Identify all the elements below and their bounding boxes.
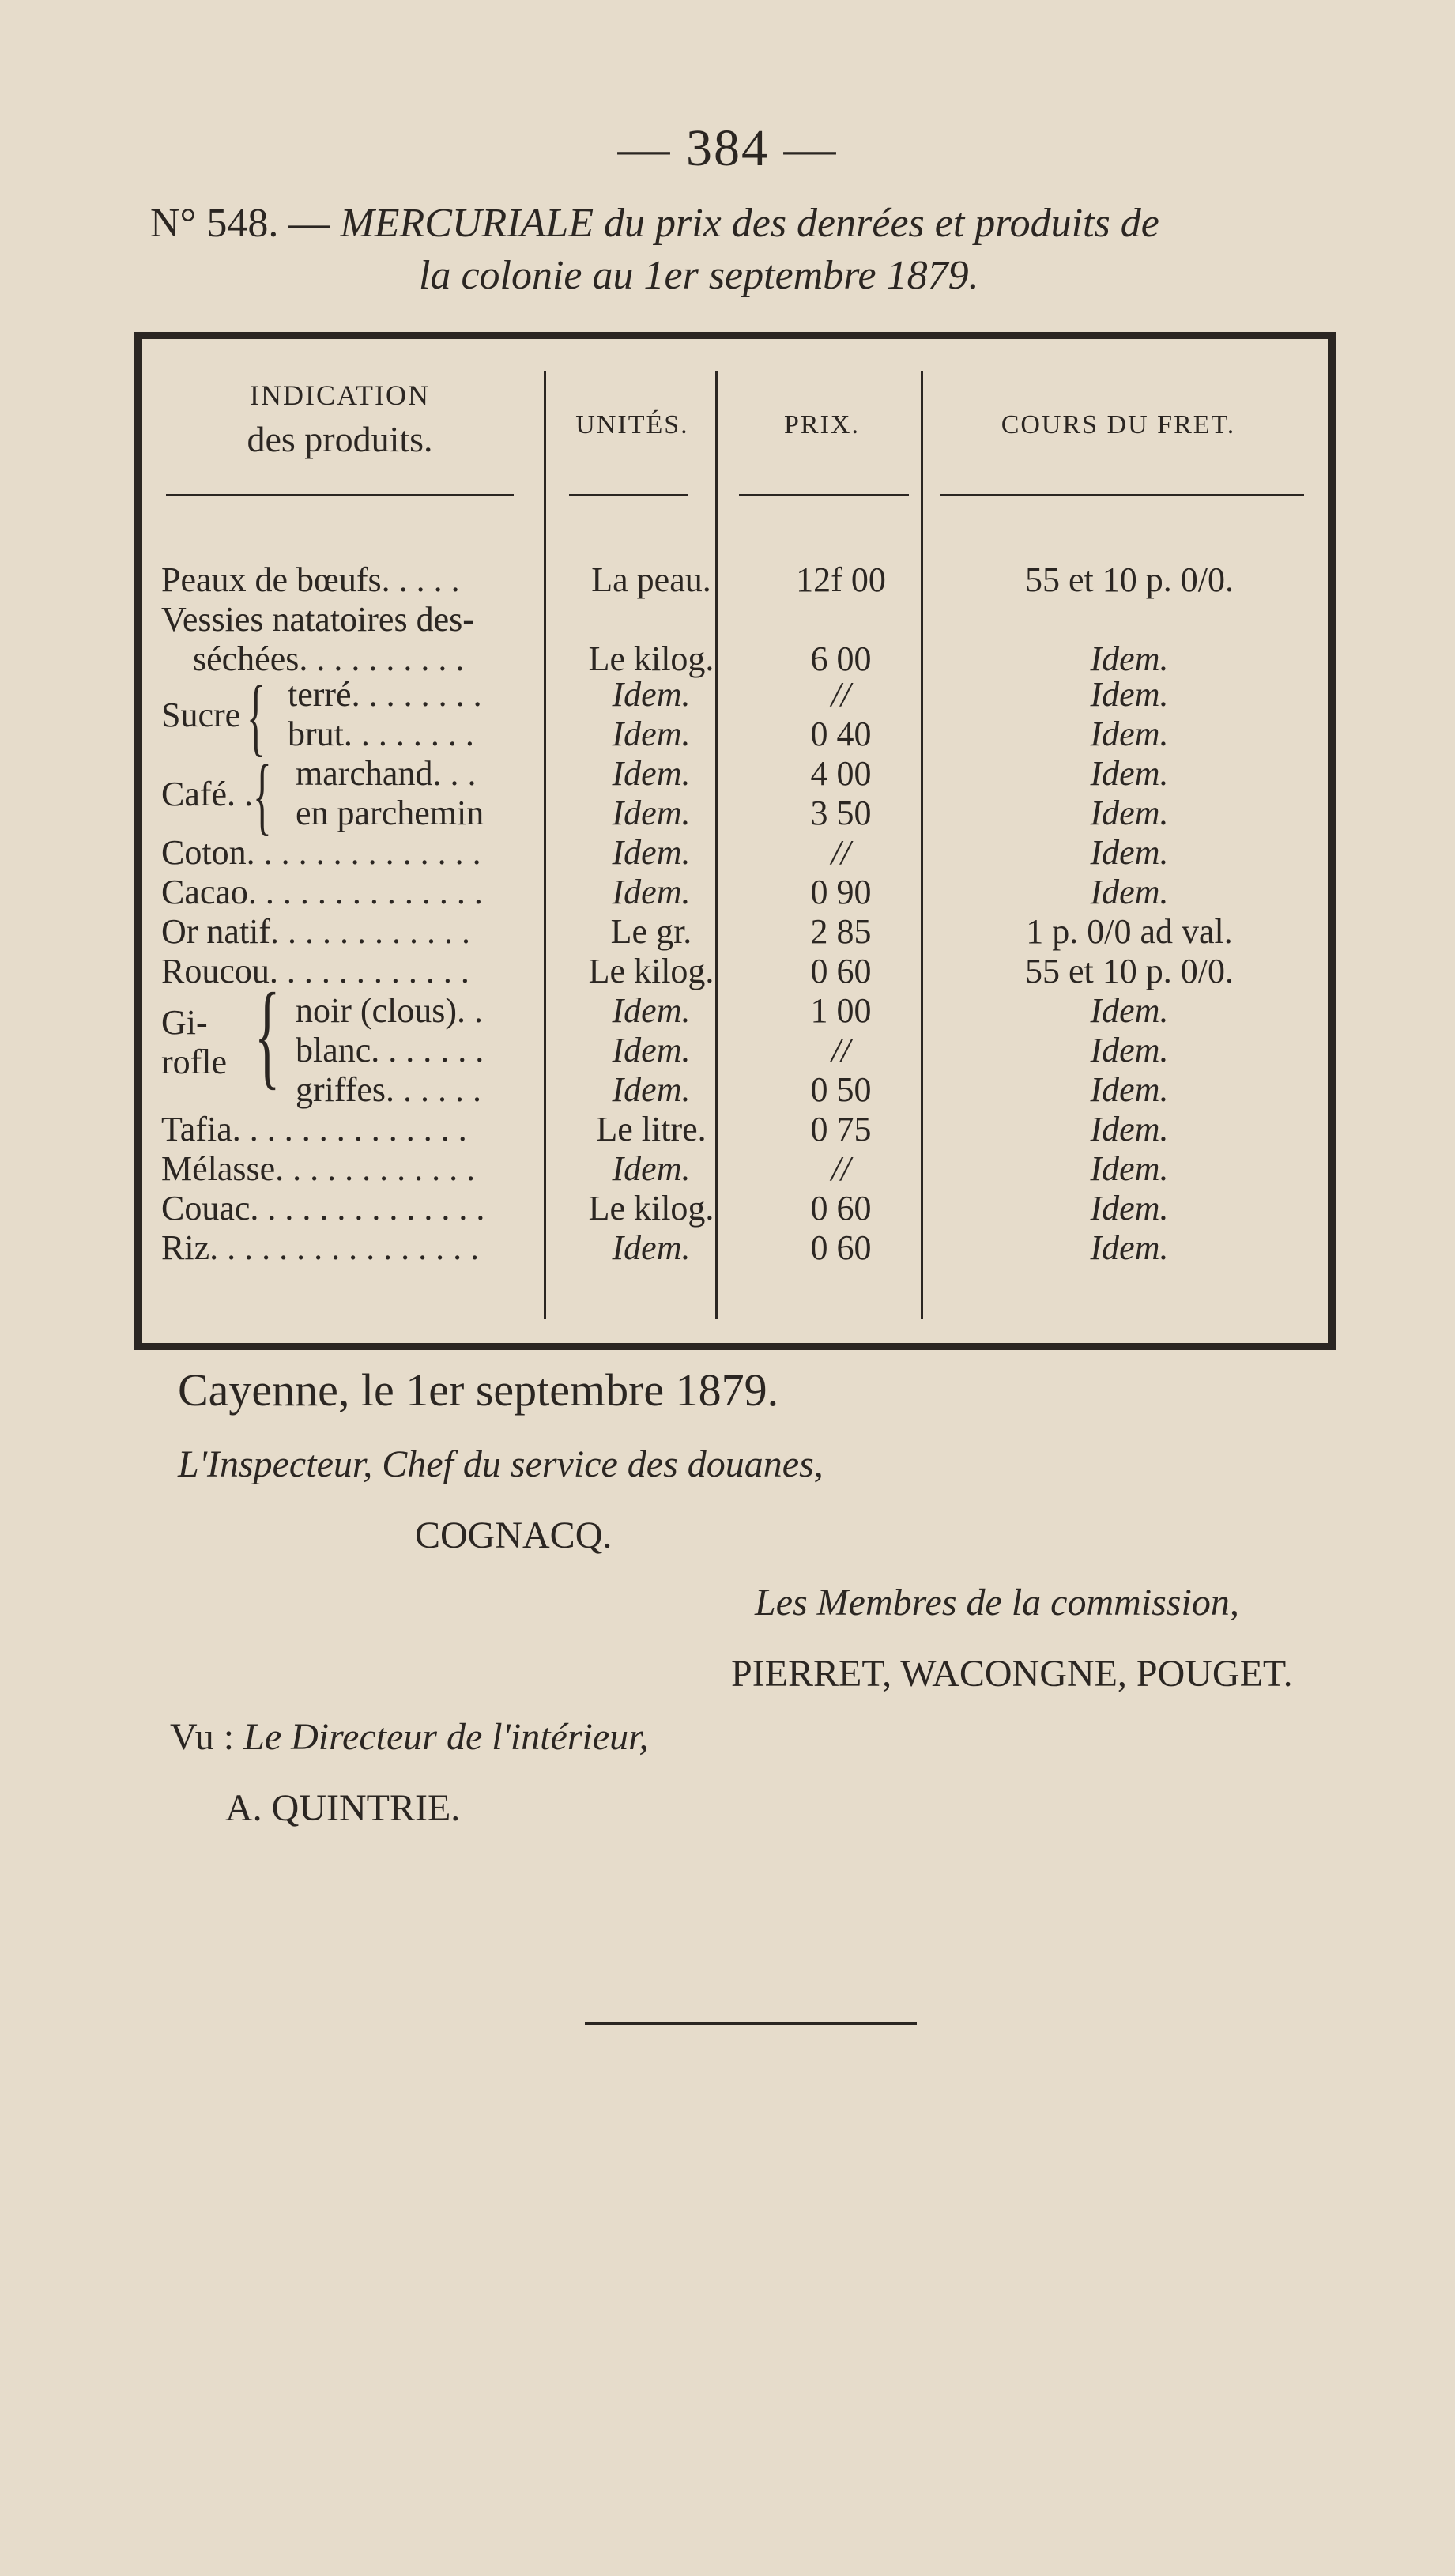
fret-cell: Idem. — [1090, 833, 1169, 872]
document-heading — [150, 198, 1336, 302]
mercuriale-table — [134, 332, 1336, 1350]
product-cell: Coton. . . . . . . . . . . . . . — [161, 833, 481, 872]
price-cell: 0 60 — [810, 1228, 872, 1267]
product-cell: Couac. . . . . . . . . . . . . . — [161, 1189, 485, 1228]
price-cell: 0 50 — [810, 1070, 872, 1109]
fret-cell: Idem. — [1090, 991, 1169, 1030]
price-cell: 4 00 — [810, 754, 872, 793]
fret-cell: Idem. — [1090, 1149, 1169, 1188]
price-cell: 0 60 — [810, 952, 872, 990]
unit-cell: La peau. — [591, 560, 711, 599]
fret-cell: 1 p. 0/0 ad val. — [1026, 912, 1233, 951]
table-row — [161, 639, 1307, 679]
table-row — [161, 1070, 1307, 1110]
page-number: — 384 — — [617, 119, 838, 177]
unit-cell: Idem. — [612, 1031, 691, 1069]
product-cell: brut. . . . . . . . — [288, 715, 474, 753]
price-cell: // — [831, 1031, 851, 1069]
unit-cell: Idem. — [612, 1228, 691, 1267]
fret-cell: Idem. — [1090, 1070, 1169, 1109]
fret-cell: Idem. — [1090, 794, 1169, 832]
price-cell: // — [831, 1149, 851, 1188]
inspector-name: COGNACQ. — [415, 1514, 613, 1556]
price-cell: 6 00 — [810, 639, 872, 678]
group-label-cafe: Café. . — [161, 775, 254, 813]
product-cell: griffes. . . . . . — [296, 1070, 482, 1109]
fret-cell: Idem. — [1090, 1228, 1169, 1267]
table-row — [161, 1031, 1307, 1070]
header-unites: UNITÉS. — [575, 410, 689, 439]
product-cell: Tafia. . . . . . . . . . . . . . — [161, 1110, 467, 1148]
fret-cell: Idem. — [1090, 715, 1169, 753]
commission-title-text: Les Membres de la commission, — [755, 1582, 1239, 1624]
unit-cell: Idem. — [612, 1070, 691, 1109]
price-cell: 12f 00 — [796, 560, 886, 599]
unit-cell: Idem. — [612, 715, 691, 753]
price-cell: 3 50 — [810, 794, 872, 832]
unit-cell: Idem. — [612, 833, 691, 872]
heading-title: MERCURIALE — [340, 201, 594, 246]
vu-line — [170, 1715, 649, 1759]
unit-cell: Le gr. — [610, 912, 692, 951]
product-cell: marchand. . . — [296, 754, 477, 793]
header-indication — [166, 379, 514, 460]
fret-cell: Idem. — [1090, 1189, 1169, 1228]
group-label-girofle-line1: Gi- — [161, 1003, 208, 1042]
product-cell: blanc. . . . . . . — [296, 1031, 484, 1069]
unit-cell: Le kilog. — [588, 952, 714, 990]
header-underline — [940, 494, 1304, 496]
unit-cell: Idem. — [612, 754, 691, 793]
unit-cell: Le litre. — [596, 1110, 707, 1148]
fret-cell: Idem. — [1090, 873, 1169, 911]
price-cell: 0 60 — [810, 1189, 872, 1228]
brace-icon: { — [253, 747, 272, 843]
fret-cell: 55 et 10 p. 0/0. — [1025, 952, 1234, 990]
table-row — [161, 675, 1307, 715]
product-cell: en parchemin — [296, 794, 484, 832]
table-row — [161, 1110, 1307, 1149]
fret-cell: Idem. — [1090, 754, 1169, 793]
product-cell: noir (clous). . — [296, 991, 484, 1030]
product-cell: Roucou. . . . . . . . . . . . — [161, 952, 469, 990]
header-cours: COURS DU FRET. — [1001, 410, 1236, 439]
product-cell: Or natif. . . . . . . . . . . . — [161, 912, 471, 951]
table-row — [161, 912, 1307, 952]
product-cell: Vessies natatoires des- — [161, 600, 474, 639]
director-title: Le Directeur de l'intérieur, — [243, 1716, 649, 1758]
product-cell: terré. . . . . . . . — [288, 675, 482, 714]
header-underline — [569, 494, 688, 496]
table-row — [161, 715, 1307, 754]
inspector-title-text: L'Inspecteur, Chef du service des douanes, — [178, 1443, 824, 1485]
table-row — [161, 1228, 1307, 1268]
price-cell: 0 75 — [810, 1110, 872, 1148]
price-cell: // — [831, 675, 851, 714]
group-label-girofle-line2: rofle — [161, 1043, 228, 1081]
table-row — [161, 754, 1307, 794]
price-cell: // — [831, 833, 851, 872]
header-underline — [166, 494, 514, 496]
table-row — [161, 794, 1307, 833]
product-cell: Peaux de bœufs. . . . . — [161, 560, 460, 599]
director-name: A. QUINTRIE. — [225, 1787, 461, 1829]
table-row — [161, 560, 1307, 600]
unit-cell: Le kilog. — [588, 1189, 714, 1228]
place-date: Cayenne, le 1er septembre 1879. — [178, 1364, 779, 1416]
header-indication-line2: des produits. — [247, 419, 433, 459]
unit-cell: Idem. — [612, 873, 691, 911]
heading-line2: la colonie au 1er septembre 1879. — [419, 253, 979, 298]
table-row — [161, 991, 1307, 1031]
unit-cell: Idem. — [612, 675, 691, 714]
commission-title — [755, 1581, 1239, 1624]
brace-icon: { — [247, 668, 266, 764]
header-indication-line1: INDICATION — [250, 379, 430, 411]
price-cell: 2 85 — [810, 912, 872, 951]
header-underline — [739, 494, 909, 496]
commission-names: PIERRET, WACONGNE, POUGET. — [731, 1653, 1293, 1695]
header-prix: PRIX. — [784, 410, 860, 439]
closing-rule — [585, 2022, 917, 2025]
table-row — [161, 600, 1307, 639]
fret-cell: Idem. — [1090, 1031, 1169, 1069]
brace-icon: { — [254, 969, 281, 1100]
product-cell: Cacao. . . . . . . . . . . . . . — [161, 873, 483, 911]
group-label-sucre: Sucre — [161, 696, 241, 734]
unit-cell: Le kilog. — [588, 639, 714, 678]
product-cell: Mélasse. . . . . . . . . . . . — [161, 1149, 476, 1188]
table-row — [161, 1149, 1307, 1189]
fret-cell: Idem. — [1090, 1110, 1169, 1148]
table-row — [161, 873, 1307, 912]
table-row — [161, 833, 1307, 873]
table-row — [161, 952, 1307, 991]
product-cell: Riz. . . . . . . . . . . . . . . . — [161, 1228, 480, 1267]
unit-cell: Idem. — [612, 991, 691, 1030]
product-cell: séchées. . . . . . . . . . — [193, 639, 465, 678]
vu-label: Vu : — [170, 1716, 235, 1758]
fret-cell: Idem. — [1090, 675, 1169, 714]
fret-cell: 55 et 10 p. 0/0. — [1025, 560, 1234, 599]
price-cell: 0 40 — [810, 715, 872, 753]
unit-cell: Idem. — [612, 1149, 691, 1188]
heading-number: N° 548. — — [150, 201, 330, 246]
heading-line1-rest: du prix des denrées et produits de — [603, 201, 1159, 246]
price-cell: 1 00 — [810, 991, 872, 1030]
fret-cell: Idem. — [1090, 639, 1169, 678]
unit-cell: Idem. — [612, 794, 691, 832]
table-row — [161, 1189, 1307, 1228]
inspector-title — [178, 1443, 824, 1486]
price-cell: 0 90 — [810, 873, 872, 911]
